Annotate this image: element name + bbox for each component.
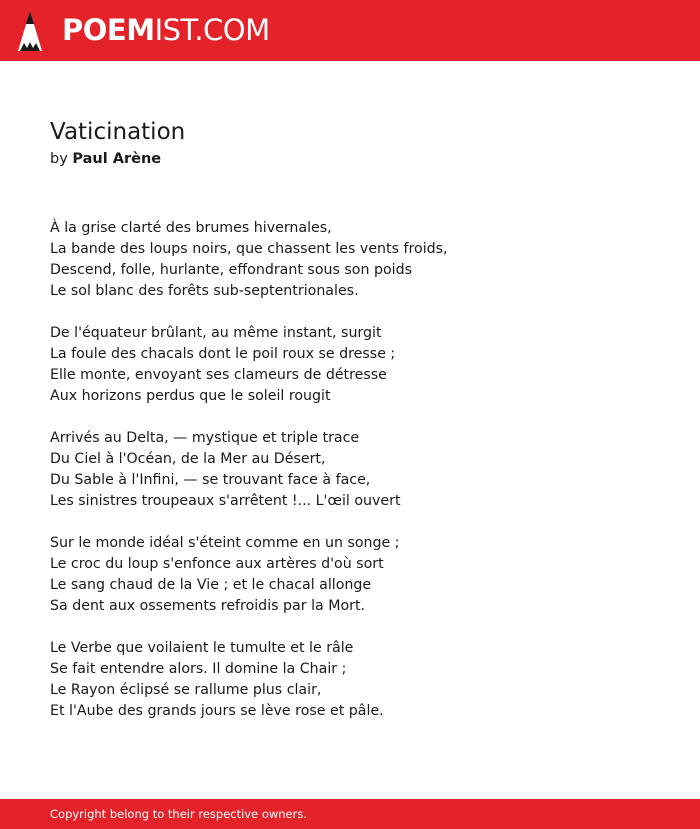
poem-line: La foule des chacals dont le poil roux se dresse ; (50, 346, 396, 362)
pencil-logo-icon[interactable] (17, 10, 43, 52)
poem-line: Et l'Aube des grands jours se lève rose et pâle. (50, 703, 384, 719)
poem-line: Du Ciel à l'Océan, de la Mer au Désert, (50, 451, 326, 467)
poem-author: Paul Arène (72, 151, 162, 167)
logo-bold-text: POEM (62, 13, 155, 47)
poem-line: De l'équateur brûlant, au même instant, surgit (50, 325, 382, 341)
poem-line: Les sinistres troupeaux s'arrêtent !... L'œil ouvert (50, 493, 401, 509)
site-footer (0, 799, 700, 829)
poem-line: Se fait entendre alors. Il domine la Chair ; (50, 661, 347, 677)
poem-line: Le Verbe que voilaient le tumulte et le râle (50, 640, 354, 656)
poem-line: Elle monte, envoyant ses clameurs de détresse (50, 367, 387, 383)
poem-line: Aux horizons perdus que le soleil rougit (50, 388, 331, 404)
poem-line: Du Sable à l'Infini, — se trouvant face à face, (50, 472, 371, 488)
poem-line: Le croc du loup s'enfonce aux artères d'où sort (50, 556, 384, 572)
poem-line: Sur le monde idéal s'éteint comme en un songe ; (50, 535, 400, 551)
poem-line: À la grise clarté des brumes hivernales, (50, 220, 332, 236)
poem-line: Descend, folle, hurlante, effondrant sous son poids (50, 262, 412, 278)
poem-line: Le Rayon éclipsé se rallume plus clair, (50, 682, 322, 698)
stanza (50, 428, 670, 512)
poem-title: Vaticination (50, 119, 186, 145)
poem-line: Sa dent aux ossements refroidis par la Mort. (50, 598, 366, 614)
stanza (50, 533, 670, 617)
poem-line: Arrivés au Delta, — mystique et triple trace (50, 430, 360, 446)
poem-line: Le sang chaud de la Vie ; et le chacal allonge (50, 577, 372, 593)
stanza (50, 323, 670, 407)
poem-body (50, 218, 670, 743)
site-header (0, 0, 700, 61)
copyright-notice: Copyright belong to their respective owners. (50, 807, 308, 821)
by-label: by (50, 151, 68, 167)
poem-line: Le sol blanc des forêts sub-septentrionales. (50, 283, 359, 299)
poem-byline (50, 149, 161, 169)
logo-light-text: IST.COM (154, 13, 270, 47)
stanza (50, 638, 670, 722)
poem-line: La bande des loups noirs, que chassent les vents froids, (50, 241, 448, 257)
stanza (50, 218, 670, 302)
site-logo[interactable] (62, 13, 270, 47)
